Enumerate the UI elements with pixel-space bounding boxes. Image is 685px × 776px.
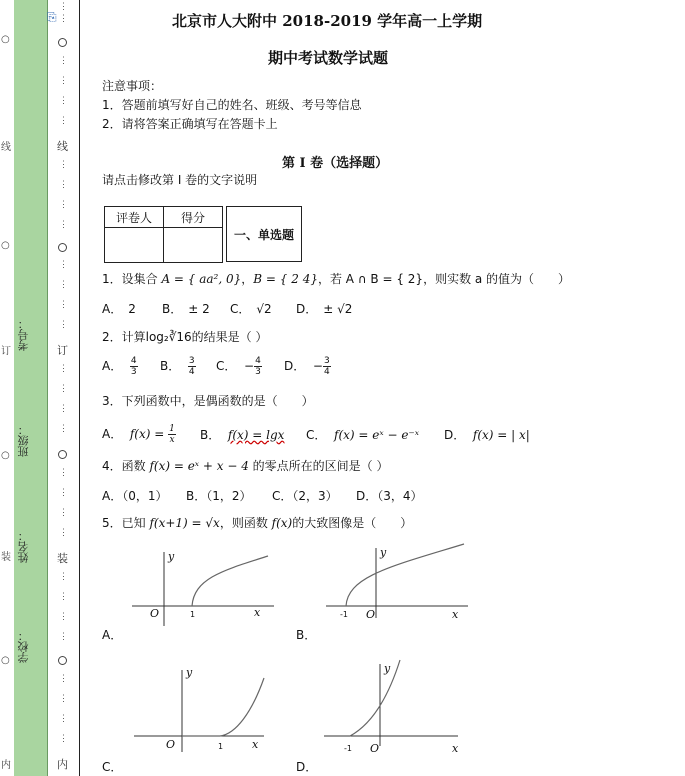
graph-d-tick: -1 (344, 744, 352, 753)
q4-option-c[interactable]: C．（2，3） (272, 489, 338, 503)
margin-char: 装 (57, 552, 68, 565)
graph-c-x-label: x (252, 738, 259, 751)
graph-b-y-label: y (380, 546, 387, 559)
graph-b-origin: O (366, 608, 376, 621)
document-icon: ⎘ (47, 10, 57, 24)
graph-c (132, 664, 272, 754)
question-5: 5．已知 f(x+1) = √x，则函数 f(x)的大致图像是（ ） (102, 516, 413, 530)
question-3: 3．下列函数中，是偶函数的是（ ） (102, 394, 314, 408)
page-subtitle: 期中考试数学试题 (268, 49, 389, 67)
q1-option-d[interactable]: D． ± √2 (296, 302, 353, 316)
graph-c-origin: O (166, 738, 176, 751)
score-cell[interactable] (105, 228, 164, 263)
circle-mark (58, 450, 67, 459)
page-title[interactable]: 北京市人大附中 2018-2019 学年高一上学期 (172, 12, 483, 30)
score-table (104, 206, 223, 263)
q5-option-c[interactable]: C． (102, 760, 123, 774)
section-heading: 一、单选题 (226, 206, 302, 262)
q5-option-b[interactable]: B． (296, 628, 317, 642)
q4-option-d[interactable]: D．（3，4） (356, 489, 423, 503)
q3-option-b[interactable]: B． f(x) = lgx (200, 428, 285, 442)
dotted-binding-column: ⋮ ⋮ ⋮ ⋮ ⋮ ⋮ 线 ⋮ ⋮ ⋮ ⋮ ⋮ ⋮ ⋮ ⋮ 订 ⋮ ⋮ ⋮ ⋮ ⋮ ⋮ ⋮ ⋮ 装 ⋮ ⋮ ⋮ ⋮ ⋮ ⋮ ⋮ ⋮ 内 (57, 2, 68, 771)
graph-d (322, 658, 462, 748)
graph-a-y-label: y (168, 550, 175, 563)
graph-a-x-label: x (254, 606, 261, 619)
q4-option-a[interactable]: A．（0，1） (102, 489, 168, 503)
margin-mark: ○ (1, 34, 10, 45)
binding-label-school: 学校： (17, 630, 30, 663)
q3-option-c[interactable]: C． f(x) = eˣ − e⁻ˣ (306, 428, 420, 442)
q4-option-b[interactable]: B．（1，2） (186, 489, 252, 503)
score-col-score: 得分 (164, 207, 223, 228)
question-1: 1．设集合 A = { aa², 0}，B = { 2 4}，若 A ∩ B = { 2}，则实数 a 的值为（ ） (102, 272, 571, 286)
margin-mark: ○ (1, 655, 10, 666)
q5-option-a[interactable]: A． (102, 628, 123, 642)
circle-mark (58, 243, 67, 252)
notice-item: 1．答题前填写好自己的姓名、班级、考号等信息 (102, 98, 362, 112)
margin-char: 订 (57, 344, 68, 357)
margin-rule (79, 0, 80, 776)
q5-option-d[interactable]: D． (296, 760, 318, 774)
margin-char: 内 (57, 758, 68, 771)
margin-mark: 内 (1, 760, 11, 771)
graph-a-origin: O (150, 607, 160, 620)
score-col-grader: 评卷人 (105, 207, 164, 228)
graph-d-origin: O (370, 742, 380, 755)
part1-title: 第 I 卷（选择题） (282, 156, 389, 171)
margin-mark: 订 (1, 346, 11, 357)
graph-b-tick: -1 (340, 610, 348, 619)
circle-mark (58, 38, 67, 47)
score-cell[interactable] (164, 228, 223, 263)
margin-mark: ○ (1, 450, 10, 461)
margin-char: 线 (57, 140, 68, 153)
graph-c-y-label: y (186, 666, 193, 679)
q1-option-a[interactable]: A． 2 (102, 302, 136, 316)
question-4: 4．函数 f(x) = eˣ + x − 4 的零点所在的区间是（ ） (102, 459, 389, 473)
q2-option-c[interactable]: C． − $\frac{4}{3}$ (216, 356, 261, 377)
graph-d-x-label: x (452, 742, 459, 755)
graph-d-y-label: y (384, 662, 391, 675)
q2-option-b[interactable]: B． $\frac{3}{4}$ (160, 356, 195, 377)
q3-option-a[interactable]: A． f(x) = $\frac{1}{x}$ (102, 424, 175, 445)
q1-option-c[interactable]: C． √2 (230, 302, 272, 316)
graph-c-tick: 1 (218, 742, 224, 751)
circle-mark (58, 656, 67, 665)
q2-option-d[interactable]: D． − $\frac{3}{4}$ (284, 356, 330, 377)
q1-option-b[interactable]: B． ± 2 (162, 302, 210, 316)
part1-desc[interactable]: 请点击修改第 I 卷的文字说明 (102, 173, 258, 187)
graph-a-tick: 1 (190, 610, 196, 619)
outer-margin (0, 0, 14, 776)
question-2: 2．计算log₂∛16的结果是（ ） (102, 330, 268, 344)
margin-mark: 线 (1, 142, 11, 153)
binding-label-name: 姓名： (17, 530, 30, 563)
binding-label-id: 考号： (17, 318, 30, 351)
binding-label-class: 班级： (17, 424, 30, 457)
graph-b (322, 540, 472, 620)
margin-mark: ○ (1, 240, 10, 251)
notice-heading: 注意事项： (102, 79, 163, 93)
q3-option-d[interactable]: D． f(x) = | x| (444, 428, 530, 442)
q2-option-a[interactable]: A． $\frac{4}{3}$ (102, 356, 137, 377)
graph-b-x-label: x (452, 608, 459, 621)
notice-item: 2．请将答案正确填写在答题卡上 (102, 117, 278, 131)
margin-mark: 装 (1, 552, 11, 563)
